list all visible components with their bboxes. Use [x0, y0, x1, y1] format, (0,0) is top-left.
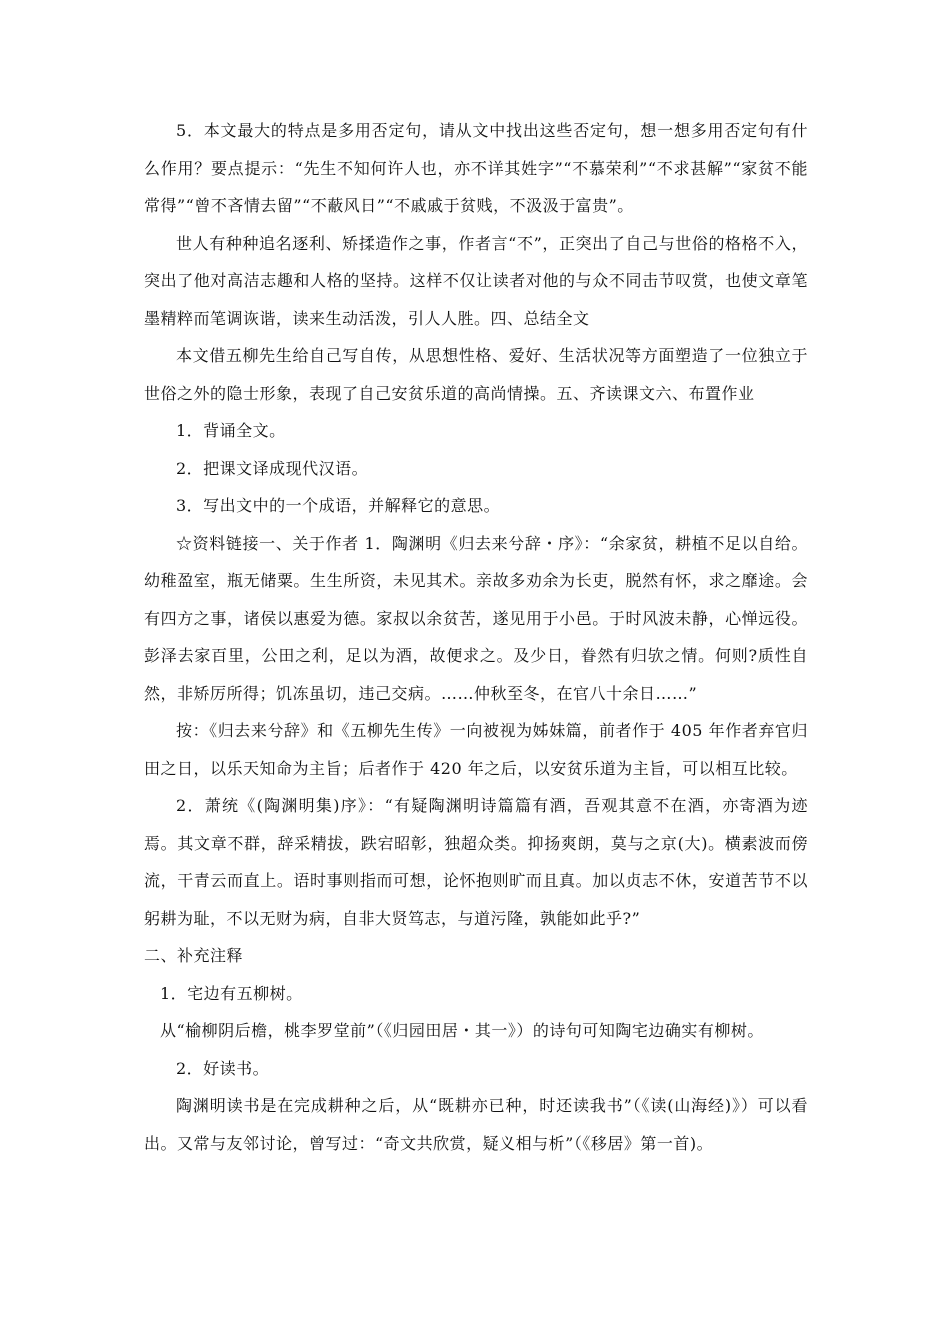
- annotation-item-1: 1．宅边有五柳树。: [160, 983, 303, 1003]
- paragraph-reference-2: 2．萧统《(陶渊明集)序》：“有疑陶渊明诗篇篇有酒，吾观其意不在酒，亦寄酒为迹焉。其文章不群，辞采精拔，跌宕昭彰，独超众类。抑扬爽朗，莫与之京(大)。横素波而傍流，干青云而直上。语时事则指而可想，论怀抱则旷而且真。加以贞志不休，安道苦节不以躬耕为耻，不以无财为病，自非大贤笃志，与道污隆，孰能如此乎?”: [144, 796, 808, 928]
- homework-item-1: 1．背诵全文。: [176, 421, 286, 440]
- annotation-item-1-detail: 从“榆柳阴后檐，桃李罗堂前”（《归园田居・其一》）的诗句可知陶宅边确实有柳树。: [160, 1021, 764, 1040]
- homework-item-2: 2．把课文译成现代汉语。: [176, 458, 369, 478]
- paragraph-reference-1: ☆资料链接一、关于作者 1．陶渊明《归去来兮辞・序》：“余家贫，耕植不足以自给。幼稚盈室，瓶无储粟。生生所资，未见其术。亲故多劝余为长吏，脱然有怀，求之靡途。会有四方之事，诸侯以惠爱为德。家叔以余贫苦，遂见用于小邑。于时风波未静，心惮远役。彭泽去家百里，公田之利，足以为酒，故便求之。及少日，眷然有归欤之情。何则?质性自然，非矫厉所得；饥冻虽切，违己交病。……仲秋至冬，在官八十余日……”: [144, 533, 808, 703]
- paragraph-note: 按：《归去来兮辞》和《五柳先生传》一向被视为姊妹篇，前者作于 405 年作者弃官归田之日，以乐天知命为主旨；后者作于 420 年之后，以安贫乐道为主旨，可以相互比较。: [144, 721, 808, 778]
- paragraph-summary: 本文借五柳先生给自己写自传，从思想性格、爱好、生活状况等方面塑造了一位独立于世俗之外的隐士形象，表现了自己安贫乐道的高尚情操。五、齐读课文六、布置作业: [144, 346, 808, 403]
- section-heading-annotations: 二、补充注释: [144, 946, 244, 965]
- paragraph-question-5: 5．本文最大的特点是多用否定句，请从文中找出这些否定句，想一想多用否定句有什么作用？要点提示：“先生不知何许人也，亦不详其姓字”“不慕荣利”“不求甚解”“家贫不能常得”“曾不吝情去留”“不蔽风日”“不戚戚于贫贱，不汲汲于富贵”。: [144, 121, 808, 215]
- paragraph-analysis: 世人有种种追名逐利、矫揉造作之事，作者言“不”，正突出了自己与世俗的格格不入，突出了他对高洁志趣和人格的坚持。这样不仅让读者对他的与众不同击节叹赏，也使文章笔墨精粹而笔调诙谐，读来生动活泼，引人人胜。四、总结全文: [144, 233, 808, 328]
- homework-item-3: 3．写出文中的一个成语，并解释它的意思。: [176, 496, 501, 515]
- annotation-item-2: 2．好读书。: [176, 1058, 270, 1078]
- document-page: [144, 112, 808, 1162]
- annotation-item-2-detail: 陶渊明读书是在完成耕种之后，从“既耕亦已种，时还读我书”（《读(山海经)》）可以看出。又常与友邻讨论，曾写过：“奇文共欣赏，疑义相与析”（《移居》第一首)。: [144, 1096, 808, 1153]
